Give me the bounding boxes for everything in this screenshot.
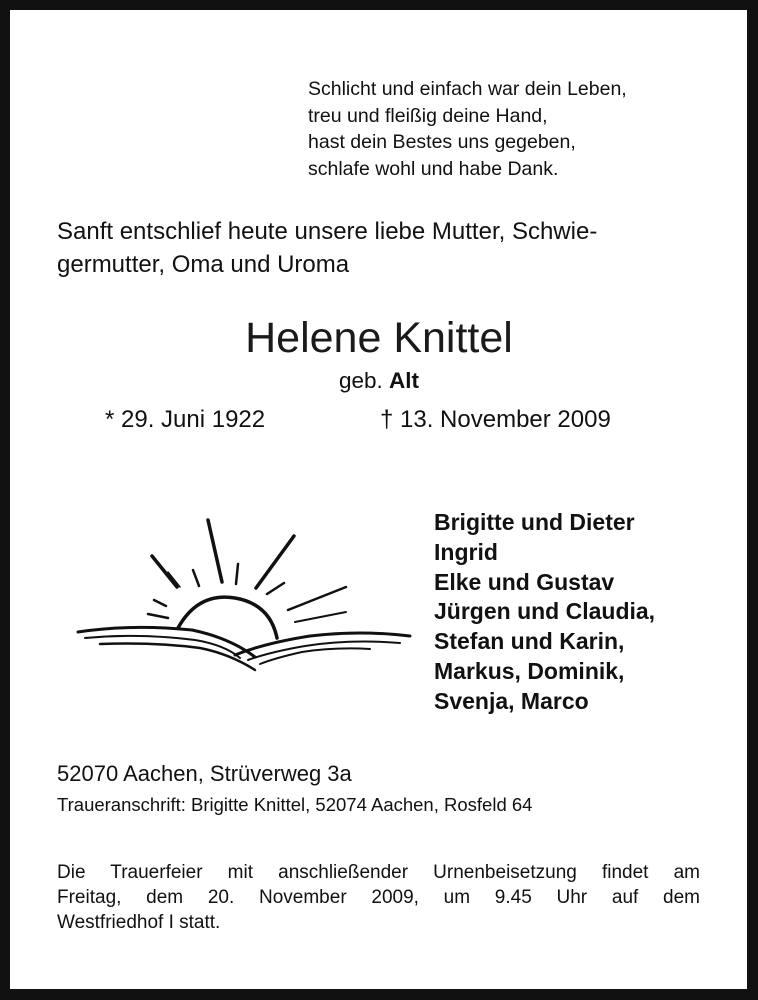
family-member: Brigitte und Dieter [434, 509, 635, 535]
family-member: Elke und Gustav [434, 568, 615, 595]
maiden-name-line [0, 366, 758, 396]
poem [308, 76, 627, 182]
setting-sun-icon [70, 512, 420, 682]
family-member: Stefan und Karin, [434, 628, 625, 655]
poem-line: Schlicht und einfach war dein Leben, [308, 78, 627, 100]
deceased-name: Helene Knittel [245, 314, 513, 362]
birth-date: * 29. Juni 1922 [105, 406, 266, 433]
maiden-name: Alt [389, 368, 420, 393]
poem-line: schlafe wohl und habe Dank. [308, 157, 559, 180]
family-member: Markus, Dominik, [434, 657, 625, 684]
intro-line: Sanft entschlief heute unsere liebe Mutter, Schwie- [57, 218, 598, 245]
family-member: Svenja, Marco [434, 687, 589, 714]
nee-prefix: geb. [338, 368, 383, 393]
family-member: Ingrid [434, 538, 498, 565]
funeral-info [57, 860, 700, 935]
home-address: 52070 Aachen, Strüverweg 3a [57, 761, 352, 786]
funeral-line: Die Trauerfeier mit anschließender Urnenbeisetzung findet am [57, 862, 700, 883]
funeral-line: Westfriedhof I statt. [57, 912, 221, 933]
death-date: † 13. November 2009 [380, 406, 611, 433]
family-member: Jürgen und Claudia, [434, 598, 656, 625]
intro-line: germutter, Oma und Uroma [57, 251, 350, 278]
funeral-line: Freitag, dem 20. November 2009, um 9.45 Uhr auf dem [57, 887, 700, 908]
intro-text [57, 215, 597, 281]
poem-line: treu und fleißig deine Hand, [308, 104, 548, 127]
mailing-address: Traueranschrift: Brigitte Knittel, 52074 Aachen, Rosfeld 64 [57, 794, 533, 815]
family-list [434, 508, 655, 717]
poem-line: hast dein Bestes uns gegeben, [308, 131, 576, 153]
